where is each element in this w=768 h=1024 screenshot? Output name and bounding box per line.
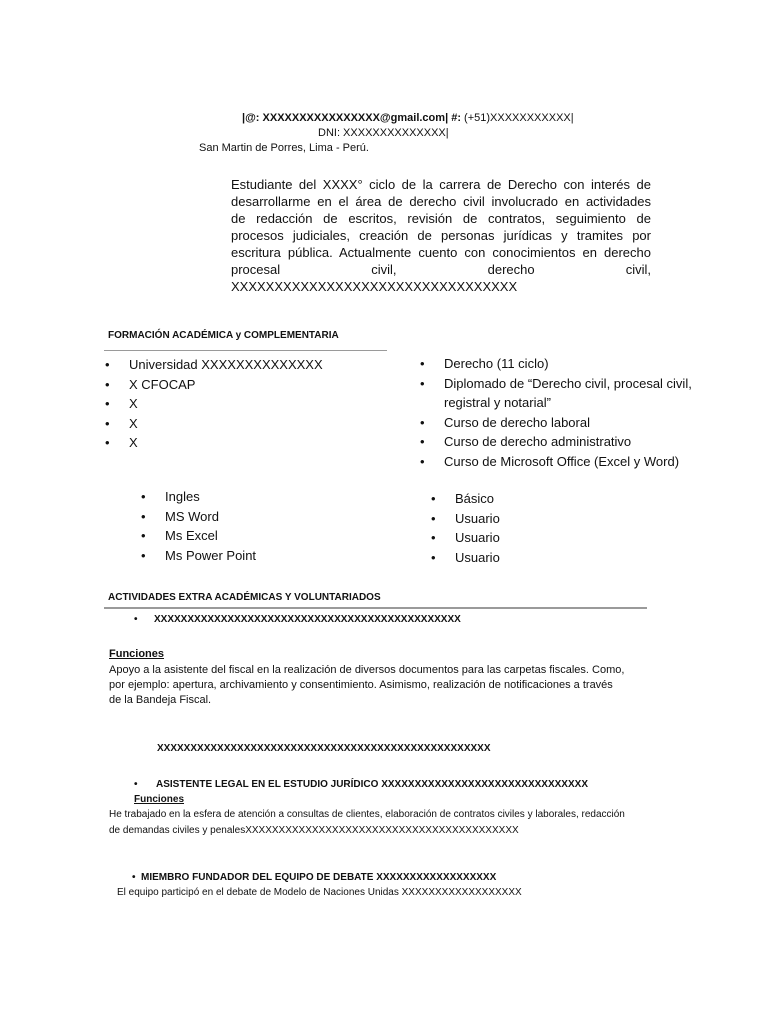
description-line: de la Bandeja Fiscal. <box>109 694 212 706</box>
summary-line: procesal civil, derecho civil, <box>231 262 651 277</box>
description-line: de demandas civiles y penalesXXXXXXXXXXXXXXXXXXXXXXXXXXXXXXXXXXXXXXXXX <box>109 825 519 836</box>
activity-2-description <box>109 807 625 839</box>
summary-line: de redacción de escritos, revisión de contratos, seguimiento de <box>231 211 651 226</box>
education-right-list <box>444 354 692 471</box>
skill-levels-list <box>455 489 500 567</box>
functions-label-2: Funciones <box>134 794 185 805</box>
activity-3-description: El equipo participó en el debate de Modelo de Naciones Unidas XXXXXXXXXXXXXXXXXX <box>117 887 522 898</box>
contact-line <box>242 112 574 124</box>
skill-level: • Básico <box>455 489 500 509</box>
summary-line: procesos judiciales, creación de personas jurídicas y tramites por <box>231 228 651 243</box>
summary-line: Estudiante del XXXX° ciclo de la carrera de Derecho con interés de <box>231 177 651 192</box>
education-heading: FORMACIÓN ACADÉMICA y COMPLEMENTARIA <box>108 330 339 341</box>
functions-label: Funciones <box>109 648 165 660</box>
phone-number: (+51)XXXXXXXXXXX| <box>464 112 574 124</box>
skill-level: • Usuario <box>455 509 500 529</box>
description-line: He trabajado en la esfera de atención a consultas de clientes, elaboración de contratos civiles y laborales, redacción <box>109 809 625 820</box>
address-line: San Martin de Porres, Lima - Perú. <box>199 142 369 154</box>
skill-item: • Ms Excel <box>165 526 256 546</box>
list-item: • X <box>129 414 323 434</box>
skills-list <box>165 487 256 565</box>
description-line: Apoyo a la asistente del fiscal en la realización de diversos documentos para las carpetas fiscales. Como, <box>109 664 625 676</box>
list-item-continuation: registral y notarial” <box>444 395 551 410</box>
email-address[interactable]: XXXXXXXXXXXXXXXX@gmail.com <box>262 112 446 124</box>
bullet-icon: • <box>134 614 138 625</box>
bullet-icon: • <box>132 872 136 883</box>
activities-heading: ACTIVIDADES EXTRA ACADÉMICAS Y VOLUNTARIADOS <box>108 592 381 603</box>
skill-item: • MS Word <box>165 507 256 527</box>
skill-item: • Ingles <box>165 487 256 507</box>
skill-level: • Usuario <box>455 548 500 568</box>
profile-summary <box>231 176 651 295</box>
list-item: • Diplomado de “Derecho civil, procesal civil, <box>444 374 692 394</box>
activities-divider <box>104 607 647 609</box>
list-item: • Curso de derecho administrativo <box>444 432 692 452</box>
list-item: • Universidad XXXXXXXXXXXXXX <box>129 355 323 375</box>
description-line: por ejemplo: apertura, archivamiento y consentimiento. Asimismo, realización de notificaciones a través <box>109 679 613 691</box>
activity-3-title-text: MIEMBRO FUNDADOR DEL EQUIPO DE DEBATE XXXXXXXXXXXXXXXXXX <box>141 872 497 883</box>
list-item: • Derecho (11 ciclo) <box>444 354 692 374</box>
summary-line: escritura pública. Actualmente cuento con conocimientos en derecho <box>231 245 651 260</box>
education-divider <box>104 350 387 351</box>
education-left-list <box>129 355 323 453</box>
list-item: • Curso de Microsoft Office (Excel y Word) <box>444 452 692 472</box>
dni-line: DNI: XXXXXXXXXXXXXX| <box>318 127 449 139</box>
bullet-icon: • <box>134 779 138 790</box>
skill-item: • Ms Power Point <box>165 546 256 566</box>
activity-3-title <box>132 872 497 883</box>
contact-prefix: |@: <box>242 112 263 124</box>
activity-1-title <box>134 614 461 625</box>
list-item: • X CFOCAP <box>129 375 323 395</box>
list-item: • X <box>129 433 323 453</box>
list-item: • Curso de derecho laboral <box>444 413 692 433</box>
activity-1-description <box>109 663 624 708</box>
contact-separator: | #: <box>445 112 465 124</box>
activity-2-title <box>134 779 588 790</box>
activity-2-title-text: ASISTENTE LEGAL EN EL ESTUDIO JURÍDICO XXXXXXXXXXXXXXXXXXXXXXXXXXXXXXX <box>156 779 588 790</box>
activity-standalone-title: XXXXXXXXXXXXXXXXXXXXXXXXXXXXXXXXXXXXXXXXXXXXXXXXXX <box>157 743 491 754</box>
summary-line: desarrollarme en el área de derecho civil involucrado en actividades <box>231 194 651 209</box>
list-item: • X <box>129 394 323 414</box>
skill-level: • Usuario <box>455 528 500 548</box>
summary-line: XXXXXXXXXXXXXXXXXXXXXXXXXXXXXXXXX <box>231 279 518 294</box>
activity-1-title-text: XXXXXXXXXXXXXXXXXXXXXXXXXXXXXXXXXXXXXXXXXXXXXX <box>154 614 461 625</box>
